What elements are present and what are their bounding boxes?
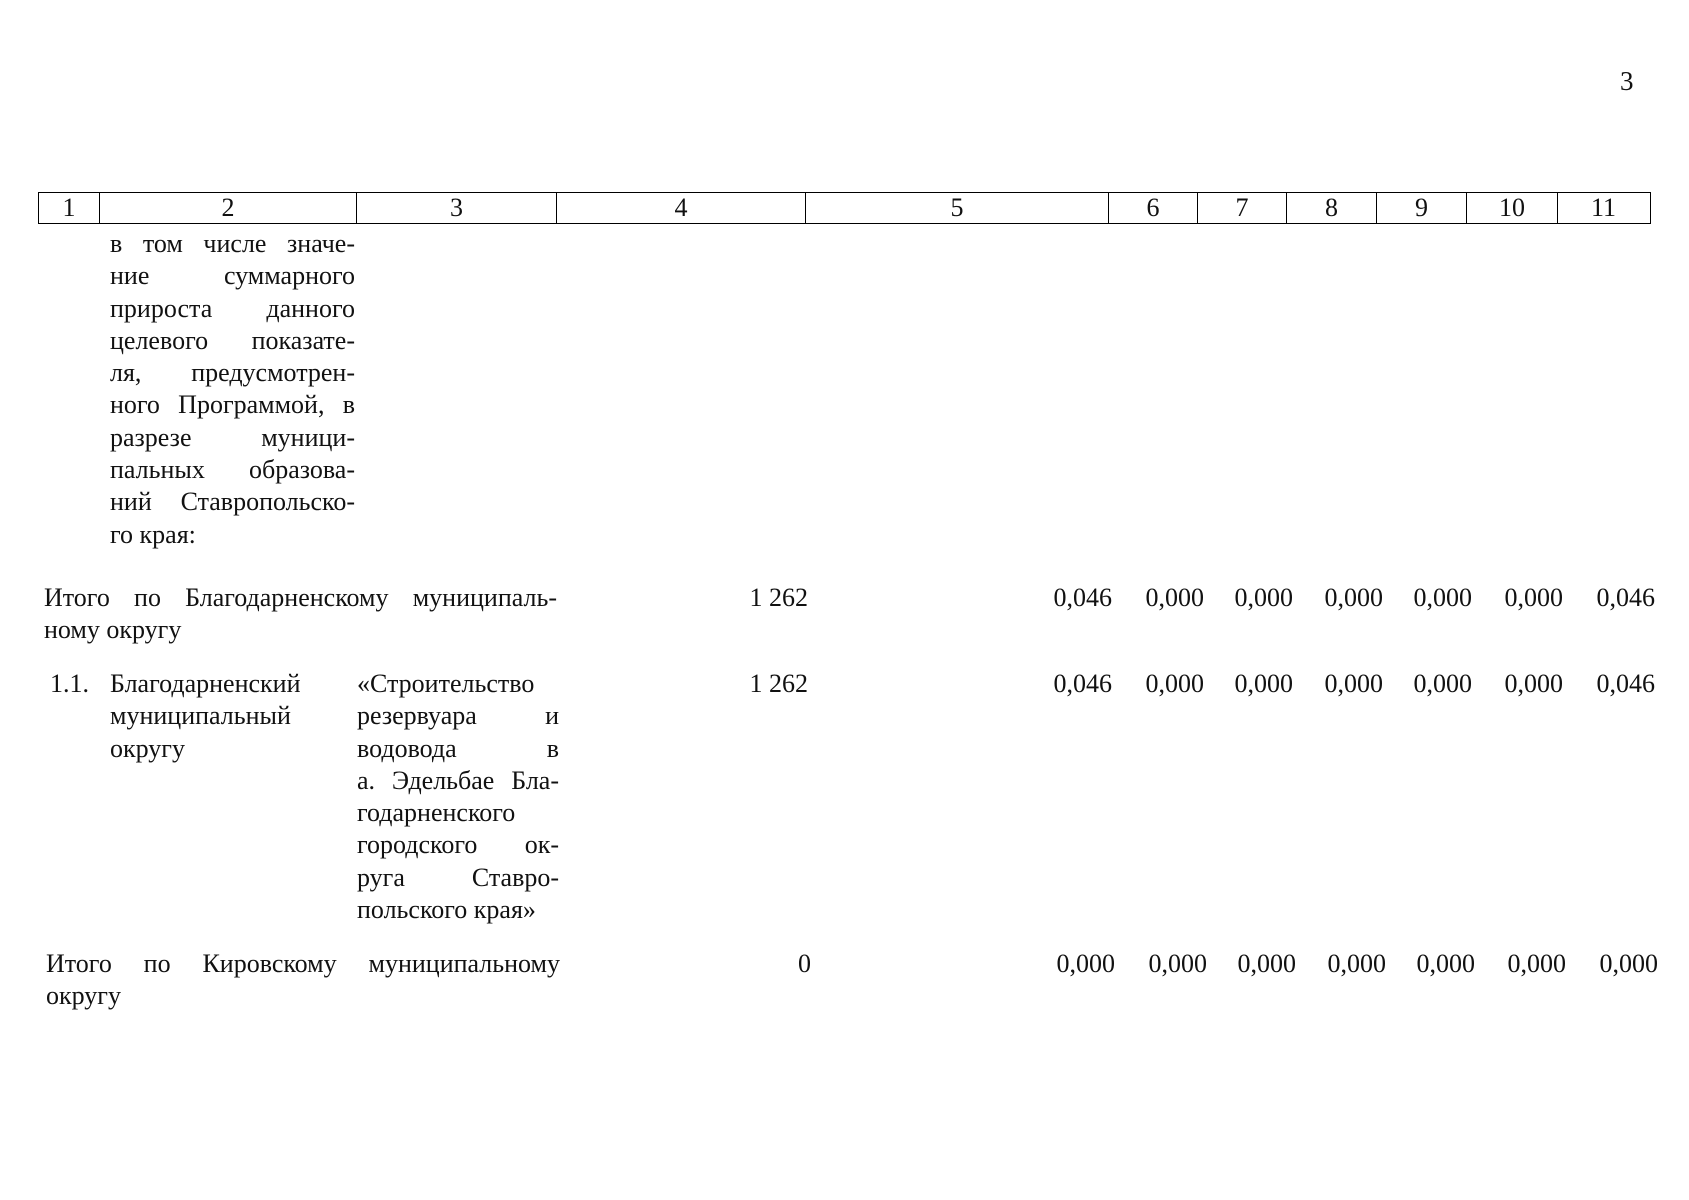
text-line: Итого по Благодарненскому муниципаль- xyxy=(44,583,557,612)
text-line: пальных образова- xyxy=(110,455,355,485)
text-line: а. Эдельбае Бла- xyxy=(357,765,559,795)
col4-value: 1 262 xyxy=(749,669,808,698)
text-line: ний Ставропольско- xyxy=(110,487,355,517)
value-cell: 0,000 xyxy=(1234,669,1293,698)
header-cell: 5 xyxy=(805,193,1108,223)
header-cell: 11 xyxy=(1557,193,1649,223)
text-line: годарненского xyxy=(357,798,516,828)
value-cell: 0,000 xyxy=(1504,669,1563,698)
header-cell: 1 xyxy=(62,193,76,222)
header-cell: 9 xyxy=(1376,193,1466,223)
col4-value: 0 xyxy=(798,949,811,978)
header-cell: 4 xyxy=(556,193,805,223)
page-number: 3 xyxy=(1620,66,1634,96)
text-line: округу xyxy=(110,733,185,763)
text-line: муниципальный xyxy=(110,701,291,731)
text-line: польского края» xyxy=(357,895,536,925)
value-cell: 0,000 xyxy=(1056,949,1115,978)
total-label-blagodarnensky xyxy=(44,582,557,647)
value-cell: 0,046 xyxy=(1596,583,1655,612)
value-cell: 0,000 xyxy=(1599,949,1658,978)
header-cell: 8 xyxy=(1286,193,1376,223)
intro-text xyxy=(110,228,355,551)
value-cell: 0,000 xyxy=(1145,583,1204,612)
text-line: целевого показате- xyxy=(110,325,355,355)
object-description xyxy=(357,668,559,926)
value-cell: 0,046 xyxy=(1596,669,1655,698)
value-cell: 0,000 xyxy=(1327,949,1386,978)
value-cell: 0,000 xyxy=(1413,669,1472,698)
municipality-name xyxy=(110,668,350,765)
text-line: ному округу xyxy=(44,615,182,645)
text-line: прироста данного xyxy=(110,293,355,323)
value-cell: 0,000 xyxy=(1237,949,1296,978)
header-cell: 7 xyxy=(1197,193,1286,223)
col4-value: 1 262 xyxy=(749,583,808,612)
text-line: резервуара и xyxy=(357,701,559,731)
header-cell: 10 xyxy=(1466,193,1557,223)
text-line: в том числе значе- xyxy=(110,229,355,258)
text-line: «Строительство xyxy=(357,669,535,698)
text-line: городского ок- xyxy=(357,830,559,860)
text-line: ля, предусмотрен- xyxy=(110,358,355,388)
text-line: Итого по Кировскому муниципальному xyxy=(46,949,560,978)
text-line: руга Ставро- xyxy=(357,862,559,892)
header-cell: 3 xyxy=(356,193,556,223)
value-cell: 0,000 xyxy=(1145,669,1204,698)
value-cell: 0,000 xyxy=(1413,583,1472,612)
item-number: 1.1. xyxy=(50,669,89,698)
header-cell: 6 xyxy=(1108,193,1197,223)
value-cell: 0,000 xyxy=(1416,949,1475,978)
value-cell: 0,046 xyxy=(1053,669,1112,698)
text-line: ние суммарного xyxy=(110,261,355,291)
value-cell: 0,000 xyxy=(1324,669,1383,698)
text-line: ного Программой, в xyxy=(110,390,355,420)
text-line: Благодарненский xyxy=(110,669,301,698)
total-label-kirovsky xyxy=(46,948,560,1013)
value-cell: 0,046 xyxy=(1053,583,1112,612)
text-line: округу xyxy=(46,981,121,1011)
value-cell: 0,000 xyxy=(1234,583,1293,612)
value-cell: 0,000 xyxy=(1324,583,1383,612)
text-line: водовода в xyxy=(357,733,559,763)
header-cell: 2 xyxy=(99,193,356,223)
table-header-row xyxy=(38,192,1651,224)
value-cell: 0,000 xyxy=(1507,949,1566,978)
value-cell: 0,000 xyxy=(1504,583,1563,612)
value-cell: 0,000 xyxy=(1148,949,1207,978)
text-line: разрезе муници- xyxy=(110,422,355,452)
text-line: го края: xyxy=(110,519,196,549)
